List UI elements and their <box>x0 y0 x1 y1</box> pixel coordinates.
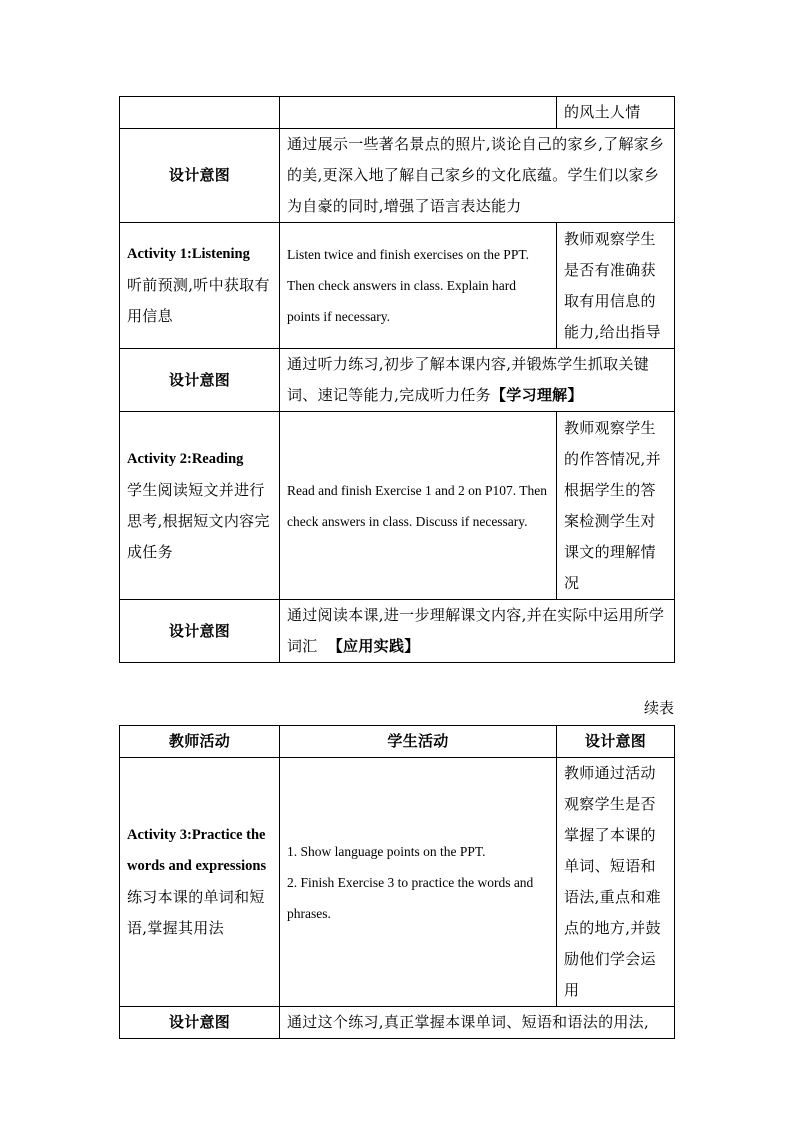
table-header-row <box>120 726 675 758</box>
header-student-activity: 学生活动 <box>280 726 557 758</box>
lesson-plan-table-continued <box>119 725 675 1039</box>
table-row <box>120 129 675 223</box>
design-intent-label: 设计意图 <box>120 600 280 663</box>
table-cell <box>120 97 280 129</box>
design-intent-label: 设计意图 <box>120 129 280 223</box>
teacher-activity-cell <box>120 223 280 349</box>
design-intent-body: 通过阅读本课,进一步理解课文内容,并在实际中运用所学词汇 <box>287 606 665 655</box>
teacher-activity-cell <box>120 412 280 600</box>
design-intent-text: 通过展示一些著名景点的照片,谈论自己的家乡,了解家乡的美,更深入地了解自己家乡的文化底蕴。学生们以家乡为自豪的同时,增强了语言表达能力 <box>280 129 675 223</box>
competency-tag: 【学习理解】 <box>490 386 583 404</box>
table-row <box>120 600 675 663</box>
design-intent-cell: 教师通过活动观察学生是否掌握了本课的单词、短语和语法,重点和难点的地方,并鼓励他们学会运用 <box>557 758 675 1007</box>
continued-label: 续表 <box>643 699 674 717</box>
design-intent-label: 设计意图 <box>120 349 280 412</box>
activity-description: 练习本课的单词和短语,掌握其用法 <box>127 888 265 937</box>
table-row <box>120 97 675 129</box>
design-intent-text <box>280 600 675 663</box>
student-activity-cell: Read and finish Exercise 1 and 2 on P107. Then check answers in class. Discuss if necessary. <box>280 412 557 600</box>
student-step-2: 2. Finish Exercise 3 to practice the words and phrases. <box>287 874 534 921</box>
lesson-plan-table <box>119 96 675 663</box>
design-intent-label: 设计意图 <box>120 1007 280 1039</box>
design-intent-cell: 教师观察学生是否有准确获取有用信息的能力,给出指导 <box>557 223 675 349</box>
teacher-activity-cell <box>120 758 280 1007</box>
design-intent-cell: 教师观察学生的作答情况,并根据学生的答案检测学生对课文的理解情况 <box>557 412 675 600</box>
activity-title: Activity 3:Practice the words and expressions <box>127 827 267 874</box>
design-intent-body: 通过听力练习,初步了解本课内容,并锻炼学生抓取关键词、速记等能力,完成听力任务 <box>287 355 650 404</box>
table-row <box>120 223 675 349</box>
header-teacher-activity: 教师活动 <box>120 726 280 758</box>
activity-title: Activity 2:Reading <box>127 450 244 467</box>
header-design-intent: 设计意图 <box>557 726 675 758</box>
table-row <box>120 412 675 600</box>
competency-tag: 【应用实践】 <box>327 637 420 655</box>
student-activity-cell <box>280 758 557 1007</box>
student-step-1: 1. Show language points on the PPT. <box>287 843 486 859</box>
design-intent-text: 通过这个练习,真正掌握本课单词、短语和语法的用法, <box>280 1007 675 1039</box>
table-cell <box>280 97 557 129</box>
table-row <box>120 349 675 412</box>
student-activity-cell: Listen twice and finish exercises on the PPT. Then check answers in class. Explain hard points if necessary. <box>280 223 557 349</box>
table-row <box>120 758 675 1007</box>
table-cell: 的风土人情 <box>557 97 675 129</box>
activity-description: 学生阅读短文并进行思考,根据短文内容完成任务 <box>127 480 270 561</box>
activity-description: 听前预测,听中获取有用信息 <box>127 276 270 325</box>
table-row <box>120 1007 675 1039</box>
activity-title: Activity 1:Listening <box>127 246 250 262</box>
design-intent-text <box>280 349 675 412</box>
